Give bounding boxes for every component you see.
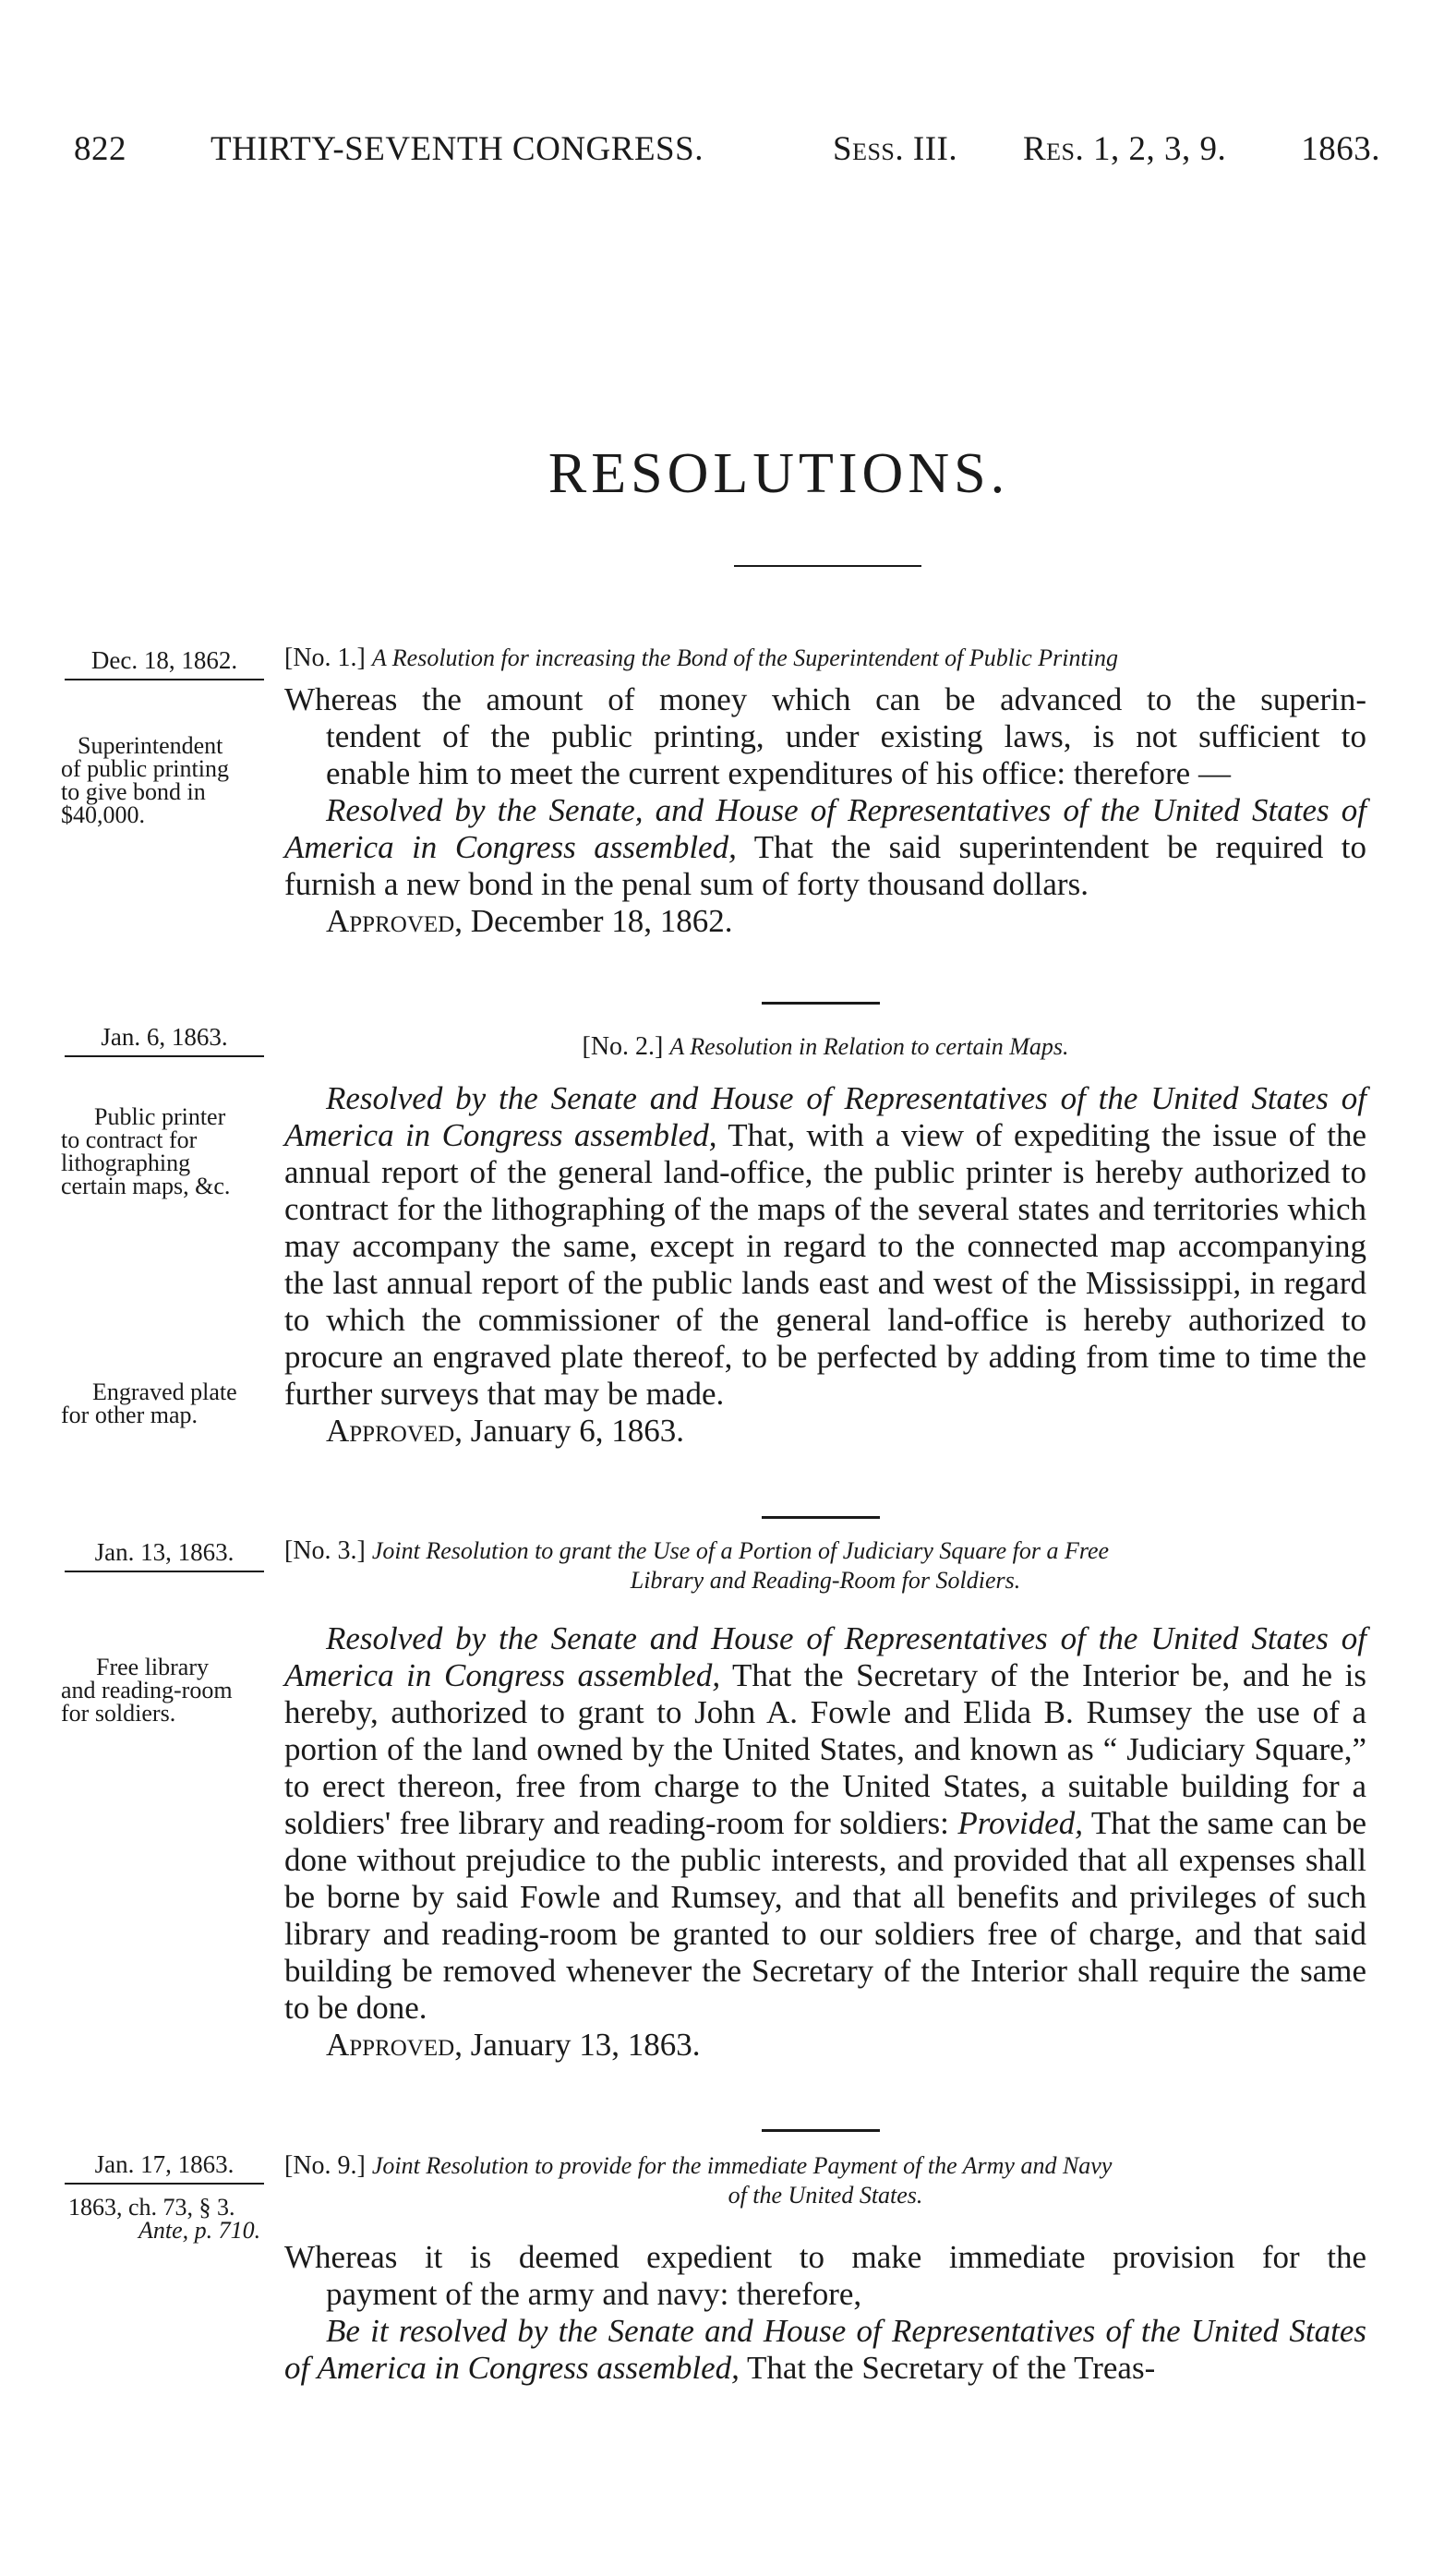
resolved-text: That the Secretary of the Interior be, and he is hereby, authorized to grant to John A. Fowle and Elida B. Rumsey the use of a portion of the land owned by the United States, and known as “ Judiciary Square,” to erect thereon, free from charge to the United States, a suitable building for a soldiers' free library and reading-room for soldiers: [284, 1657, 1366, 1841]
resolution-date: Jan. 17, 1863. [65, 2150, 264, 2185]
approved-line [284, 903, 1366, 940]
resolution-title: A Resolution in Relation to certain Maps. [669, 1033, 1069, 1060]
resolution-heading [284, 2151, 1366, 2210]
resolution-heading [284, 1536, 1366, 1595]
page-title: RESOLUTIONS. [548, 442, 1010, 505]
margin-note-line: $40,000. [61, 801, 145, 828]
enacting-clause: Resolved by the Senate and House of Representatives of the United States of America in Congress assembled, [284, 1620, 1366, 1693]
running-head [74, 129, 1380, 175]
enacting-clause: Resolved by the Senate and House of Representatives of the United States of America in Congress assembled, [284, 1080, 1366, 1153]
title-divider [734, 565, 921, 567]
resolution-title: A Resolution for increasing the Bond of the Superintendent of Public Printing [371, 644, 1118, 671]
preamble-line: Whereas it is deemed expedient to make immediate provision for the [284, 2239, 1366, 2275]
page-number: 822 [74, 130, 126, 168]
congress-title: THIRTY-SEVENTH CONGRESS. [211, 130, 704, 168]
resolved-text: That the said superintendent be required to furnish a new bond in the penal sum of forty thousand dollars. [284, 829, 1367, 902]
approved-date: December 18, 1862. [470, 903, 733, 939]
margin-note-line: certain maps, &c. [61, 1173, 231, 1199]
resolution-body [284, 1620, 1366, 2064]
resolution-body [284, 2239, 1366, 2387]
margin-note-line: for soldiers. [61, 1700, 176, 1727]
preamble-line: Whereas the amount of money which can be advanced to the superin- [284, 681, 1366, 717]
resolution-title: Joint Resolution to provide for the immediate Payment of the Army and Navy [371, 2152, 1113, 2179]
approved-label: Approved, [326, 903, 463, 939]
preamble-line: tendent of the public printing, under existing laws, is not sufficient to [326, 718, 1366, 754]
approved-date: January 6, 1863. [470, 1413, 685, 1449]
resolution-heading [284, 644, 1366, 673]
resolution-date: Jan. 13, 1863. [65, 1538, 264, 1572]
resolved-text: That, with a view of expediting the issue of the annual report of the general land-office, the public printer is hereby authorized to contract for the lithographing of the maps of the several states and territories which may accompany the same, except in regard to the connected map accompanying the last annual report of the public lands east and west of the Mississippi, in regard to which the commissioner of the general land-office is hereby authorized to procure an engraved plate thereof, to be perfected by adding from time to time the further surveys that may be made. [284, 1117, 1366, 1412]
margin-note-line: for other map. [61, 1402, 199, 1428]
resolved-clause [284, 1620, 1366, 2027]
resolution-heading [284, 1032, 1366, 1062]
margin-note-line: 1863, ch. 73, § 3. [68, 2194, 235, 2221]
margin-note [61, 734, 283, 826]
section-divider [762, 2129, 880, 2132]
resolved-clause [284, 792, 1366, 903]
margin-note-line: to give bond in [61, 778, 206, 805]
resolution-number: [No. 3.] [284, 1536, 366, 1565]
year-label: 1863. [1301, 130, 1380, 168]
resolved-clause [284, 2313, 1366, 2387]
approved-label: Approved, [326, 2027, 463, 2063]
section-divider [762, 1002, 880, 1005]
resolution-date: Jan. 6, 1863. [65, 1023, 264, 1057]
margin-note-line: of public printing [61, 755, 229, 782]
margin-note [61, 1655, 283, 1725]
proviso-label: Provided, [957, 1805, 1084, 1841]
margin-note [61, 2196, 283, 2242]
approved-label: Approved, [326, 1413, 463, 1449]
session-label: Sess. III. [833, 130, 958, 168]
preamble-line: payment of the army and navy: therefore, [326, 2276, 862, 2312]
resolution-title-continued: Library and Reading-Room for Soldiers. [630, 1567, 1021, 1594]
resolved-clause [284, 1080, 1366, 1413]
margin-note-line: Ante, p. 710. [138, 2217, 261, 2244]
resolution-title-continued: of the United States. [728, 2182, 923, 2209]
resolved-text: That the Secretary of the Treas- [747, 2350, 1156, 2386]
resolution-body [284, 681, 1366, 940]
enacting-clause: Be it resolved by the Senate and House of Representatives of the United States of America in Congress assembled, [284, 2313, 1366, 2386]
enacting-clause: Resolved by the Senate, and House of Representatives of the United States of America in Congress assembled, [284, 792, 1366, 865]
margin-note-line: and reading-room [61, 1677, 233, 1703]
resolution-date: Dec. 18, 1862. [65, 646, 264, 680]
preamble-line: enable him to meet the current expenditures of his office: therefore — [326, 755, 1231, 791]
margin-note-line: Free library [96, 1654, 210, 1680]
approved-date: January 13, 1863. [470, 2027, 701, 2063]
margin-note [61, 1105, 283, 1198]
margin-note-line: Public printer [94, 1103, 226, 1130]
margin-note-line: Superintendent [78, 732, 223, 759]
approved-line [284, 2027, 1366, 2064]
margin-note-line: to contract for [61, 1126, 198, 1153]
margin-note [61, 1380, 283, 1426]
section-divider [762, 1516, 880, 1519]
resolution-title: Joint Resolution to grant the Use of a Portion of Judiciary Square for a Free [371, 1537, 1110, 1564]
resolved-text-continued: That the same can be done without prejudice to the public interests, and provided that all expenses shall be borne by said Fowle and Rumsey, and that all benefits and privileges of such library and reading-room be granted to our soldiers free of charge, and that said building be removed whenever the Secretary of the Interior shall require the same to be done. [284, 1805, 1367, 2026]
margin-note-line: Engraved plate [92, 1378, 237, 1405]
approved-line [284, 1413, 1366, 1450]
resolution-number: [No. 2.] [582, 1032, 664, 1061]
resolution-body [284, 1080, 1366, 1450]
resolution-number: [No. 9.] [284, 2151, 366, 2180]
resolutions-label: Res. 1, 2, 3, 9. [1023, 130, 1227, 168]
resolution-number: [No. 1.] [284, 644, 366, 672]
margin-note-line: lithographing [61, 1150, 191, 1176]
